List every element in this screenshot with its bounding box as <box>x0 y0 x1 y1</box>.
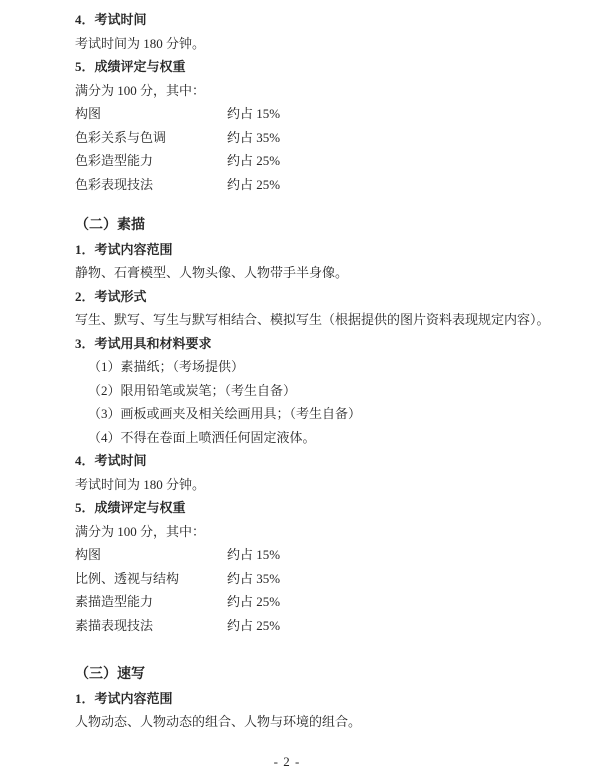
weight-row <box>75 567 567 591</box>
text-exam-form: 写生、默写、写生与默写相结合、模拟写生（根据提供的图片资料表现规定内容）。 <box>75 312 550 327</box>
heading-exam-form: 2．考试形式 <box>75 288 147 304</box>
material-item-4: （4）不得在卷面上喷洒任何固定液体。 <box>88 429 316 445</box>
text-full-score: 满分为 100 分，其中： <box>75 523 206 539</box>
weight-value: 约占 25% <box>227 617 281 633</box>
text-content-range: 静物、石膏模型、人物头像、人物带手半身像。 <box>75 265 349 280</box>
heading-exam-time: 4．考试时间 <box>75 12 147 27</box>
weight-label: 色彩关系与色调 <box>75 129 167 145</box>
weight-row <box>75 126 567 150</box>
weight-value: 约占 15% <box>227 547 281 562</box>
material-item-1: （1）素描纸；（考场提供） <box>88 359 245 374</box>
heading-exam-time: 4．考试时间 <box>75 453 147 468</box>
weight-label: 比例、透视与结构 <box>75 570 180 586</box>
weight-label: 色彩造型能力 <box>75 153 154 168</box>
text-full-score: 满分为 100 分，其中： <box>75 82 206 98</box>
weight-label: 构图 <box>75 106 102 121</box>
document-content <box>75 8 567 734</box>
text-exam-duration: 考试时间为 180 分钟。 <box>75 35 206 51</box>
material-item-3: （3）画板或画夹及相关绘画用具；（考生自备） <box>88 406 362 421</box>
material-item-2: （2）限用铅笔或炭笔；（考生自备） <box>88 382 297 398</box>
text-content-range: 人物动态、人物动态的组合、人物与环境的组合。 <box>75 714 362 729</box>
weight-row <box>75 590 567 614</box>
heading-content-range: 1．考试内容范围 <box>75 241 173 257</box>
weight-row <box>75 149 567 173</box>
weight-label: 构图 <box>75 547 102 562</box>
weight-row <box>75 614 567 638</box>
weight-value: 约占 35% <box>227 570 281 586</box>
weight-value: 约占 35% <box>227 129 281 145</box>
text-exam-duration: 考试时间为 180 分钟。 <box>75 476 206 492</box>
heading-score-weight: 5．成绩评定与权重 <box>75 500 186 515</box>
section-title-sketch: （二）素描 <box>75 218 145 233</box>
weight-label: 素描造型能力 <box>75 594 154 609</box>
weight-label: 色彩表现技法 <box>75 176 154 192</box>
weight-value: 约占 15% <box>227 106 281 121</box>
weight-value: 约占 25% <box>227 594 281 609</box>
weight-value: 约占 25% <box>227 153 281 168</box>
section-title-quick-sketch: （三）速写 <box>75 667 145 682</box>
weight-row <box>75 173 567 197</box>
weight-row <box>75 102 567 126</box>
weight-value: 约占 25% <box>227 176 281 192</box>
heading-content-range: 1．考试内容范围 <box>75 690 173 706</box>
heading-tools-materials: 3．考试用具和材料要求 <box>75 335 212 351</box>
weight-row <box>75 543 567 567</box>
heading-score-weight: 5．成绩评定与权重 <box>75 59 186 74</box>
weight-label: 素描表现技法 <box>75 617 154 633</box>
page-number: - 2 - <box>273 754 301 769</box>
